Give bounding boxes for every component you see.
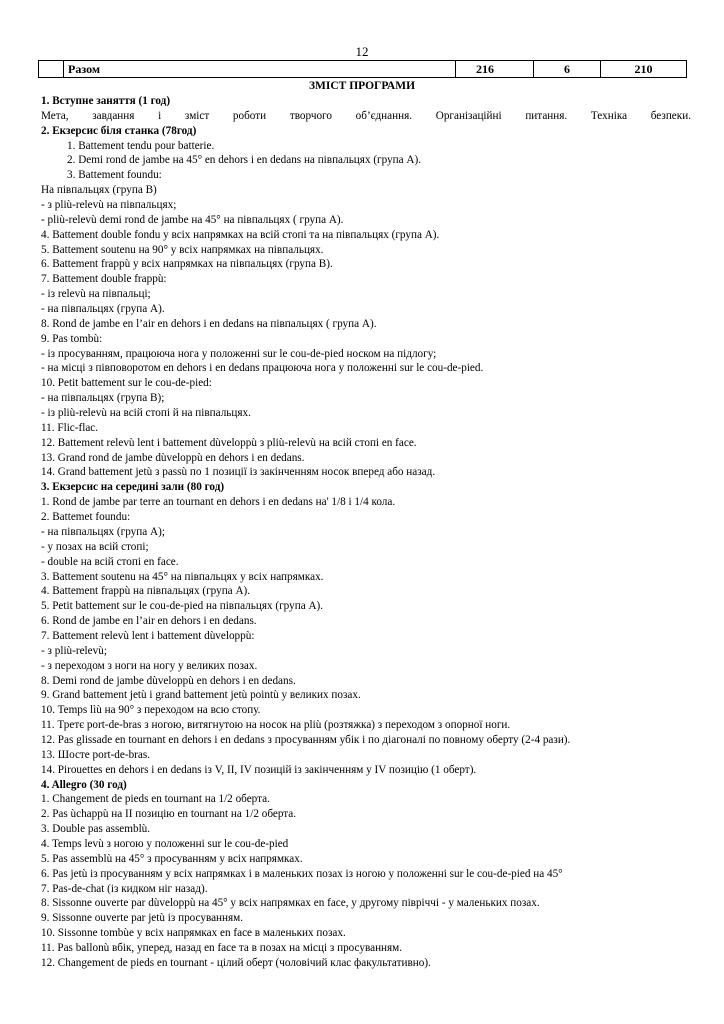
total-hours: 216 <box>456 61 534 78</box>
text-line: На півпальцях (група В) <box>41 184 157 197</box>
text-line: 14. Grand battement jetù з passù по 1 позиції із закінченням носок вперед або назад. <box>41 466 436 479</box>
total-theory: 6 <box>534 61 601 78</box>
text-line: 11. Flic-flac. <box>41 421 99 434</box>
text-line: 10. Temps lìù на 90° з переходом на всю стопу. <box>41 704 261 717</box>
text-line: 8. Demi rond de jambe dùveloppù en dehors і en dedans. <box>41 674 296 687</box>
text-line: - у позах на всій стопі; <box>41 540 149 553</box>
text-line: 9. Pas tombù: <box>41 332 103 345</box>
text-line: 4. Temps levù з ногою у положенні sur le cou-de-pied <box>41 837 289 850</box>
text-line: 6. Pas jetù із просуванням у всіх напрямках і в маленьких позах із ногою у положенні sur le cou-de-pied на 45° <box>41 867 563 880</box>
text-line: - з pliù-relevù на півпальцях; <box>41 199 177 212</box>
text-line: - із pliù-relevù на всій стопі й на півпальцях. <box>41 407 251 420</box>
text-line: 7. Battement double frappù: <box>41 273 167 286</box>
program-content <box>41 94 691 971</box>
text-line: - на півпальцях (група А); <box>41 525 165 538</box>
text-line: 1. Rond de jambe par terre an tournant en dehors і en dedans на' 1/8 і 1/4 кола. <box>41 496 396 509</box>
section-title: ЗМІСТ ПРОГРАМИ <box>308 80 416 92</box>
heading-barre: 2. Екзерсис біля станка (78год) <box>41 124 197 137</box>
page-number: 12 <box>355 44 369 59</box>
text-line: 12. Pas glissade en tournant en dehors і en dedans з просуванням убік і по діагоналі по повному оберту (2-4 рази). <box>41 733 571 746</box>
list-item: 3. Battement foundu: <box>67 169 162 182</box>
text-line: Мета, завдання і зміст роботи творчого об’єднання. Організаційні питання. Техніка безпеки. <box>41 109 691 122</box>
total-practice: 210 <box>601 61 687 78</box>
text-line: - з pliù-relevù; <box>41 644 107 657</box>
text-line: 13. Шосте port-de-bras. <box>41 748 151 761</box>
text-line: 8. Rond de jambe en l’air en dehors і en dedans на півпальцях ( група А). <box>41 317 377 330</box>
text-line: 5. Battement soutenu на 90° у всіх напрямках на півпальцях. <box>41 243 324 256</box>
text-line: - на півпальцях (група В); <box>41 392 165 405</box>
text-line: 6. Rond de jambe en l’air en dehors і en dedans. <box>41 615 257 628</box>
text-line: - із relevù на півпальці; <box>41 288 151 301</box>
text-line: 7. Pas-de-chat (із кидком ніг назад). <box>41 882 208 895</box>
text-line: 1. Changement de pieds en tournant на 1/2 оберта. <box>41 793 270 806</box>
text-line: 10. Sissonne tombùe у всіх напрямках en face в маленьких позах. <box>41 927 346 940</box>
text-line: 6. Battement frappù у всіх напрямках на півпальцях (група В). <box>41 258 333 271</box>
text-line: 4. Battement double fondu у всіх напрямках на всій стопі та на півпальцях (група А). <box>41 228 440 241</box>
total-table <box>38 60 687 78</box>
total-blank-cell <box>39 61 64 78</box>
text-line: 12. Battement relevù lent і battement dùveloppù з pliù-relevù на всій стопі en face. <box>41 436 417 449</box>
text-line: - double на всій стопі en face. <box>41 555 179 568</box>
total-label: Разом <box>64 61 456 78</box>
text-line: 9. Sissonne ouverte par jetù із просуванням. <box>41 912 244 925</box>
text-line: - на півпальцях (група А). <box>41 303 165 316</box>
text-line: 13. Grand rond de jambe dùveloppù en dehors і en dedans. <box>41 451 305 464</box>
text-line: 2. Pas ùchappù на II позицію en tournant на 1/2 оберта. <box>41 808 297 821</box>
text-line: 2. Battemet foundu: <box>41 511 131 524</box>
text-line: 3. Battement soutenu на 45° на півпальцях у всіх напрямках. <box>41 570 324 583</box>
heading-center: 3. Екзерсис на середині зали (80 год) <box>41 481 225 494</box>
text-line: 8. Sissonne ouverte par dùveloppù на 45° у всіх напрямках en face, у другому півріччі - у маленьких позах. <box>41 897 540 910</box>
text-line: - із просуванням, працюючa нога у положенні sur le cou-de-pied носком на підлогу; <box>41 347 437 360</box>
text-line: - на місці з півповоротом en dehors і en dedans працююча нога у положенні sur le cou-de-pied. <box>41 362 484 375</box>
list-item: 2. Demi rond de jambe на 45° en dehors і en dedans на півпальцях (група А). <box>67 154 422 167</box>
text-line: 7. Battement relevù lent і battement dùveloppù: <box>41 629 255 642</box>
text-line: 14. Pirouettes en dehors і en dedans із V, II, IV позицій із закінченням у IV позицію (1 оберт). <box>41 763 477 776</box>
text-line: 4. Battement frappù на півпальцях (група А). <box>41 585 251 598</box>
heading-intro: 1. Вступне заняття (1 год) <box>41 95 171 107</box>
text-line: 5. Petit battement sur le cou-de-pied на півпальцях (група А). <box>41 600 324 613</box>
text-line: - pliù-relevù demi rond de jambe на 45° на півпальцях ( група А). <box>41 213 344 226</box>
text-line: 12. Changement de pieds en tournant - цілий оберт (чоловічий клас факультативно). <box>41 956 431 969</box>
text-line: 9. Grand battement jetù і grand battement jetù pointù у великих позах. <box>41 689 361 702</box>
text-line: 5. Pas assemblù на 45° з просуванням у всіх напрямках. <box>41 852 303 865</box>
total-row <box>39 61 687 78</box>
text-line: - з переходом з ноги на ногу у великих позах. <box>41 659 258 672</box>
text-line: 11. Pas ballonù вбік, уперед, назад en face та в позах на місці з просуванням. <box>41 941 403 954</box>
text-line: 3. Double pas assemblù. <box>41 823 151 836</box>
text-line: 10. Petit battement sur le cou-de-pied: <box>41 377 212 390</box>
list-item: 1. Battement tendu pour batterie. <box>67 139 215 152</box>
heading-allegro: 4. Allegro (30 год) <box>41 778 127 791</box>
text-line: 11. Третє port-de-bras з ногою, витягнутою на носок на pliù (розтяжка) з переходом з опорної ноги. <box>41 719 511 732</box>
